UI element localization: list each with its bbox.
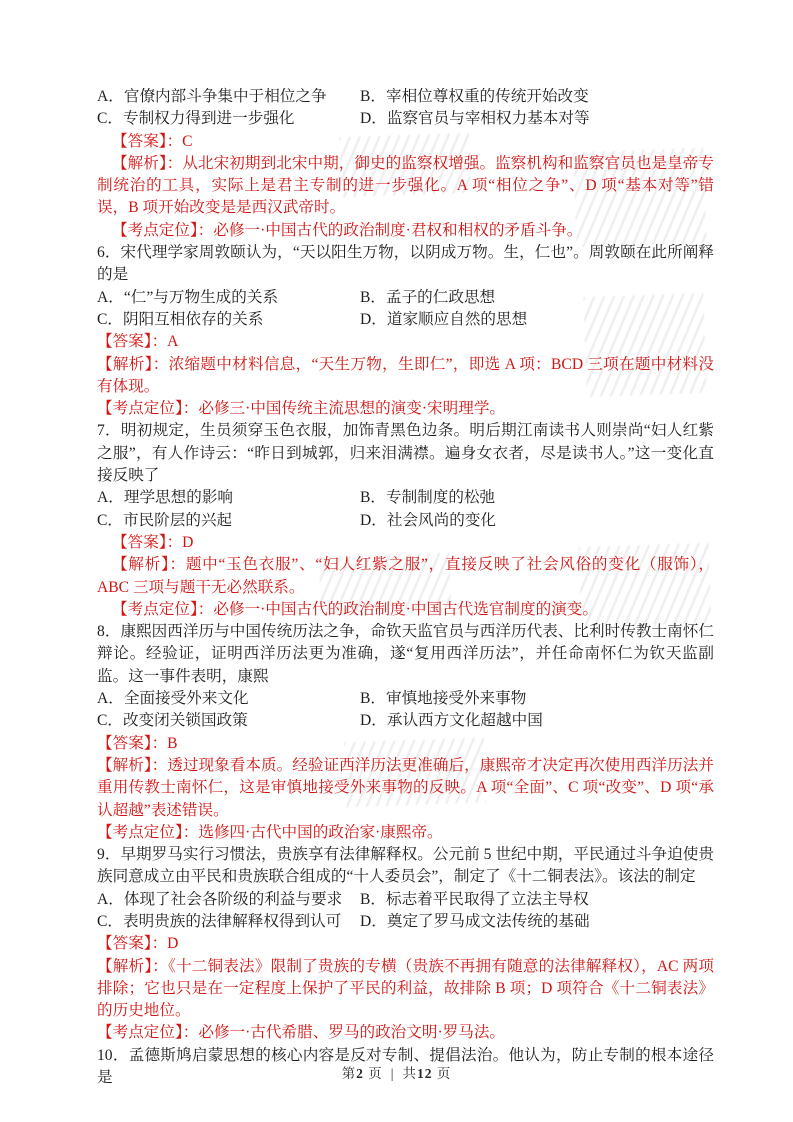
kaodian-line bbox=[97, 220, 714, 242]
footer-page-unit: 页 bbox=[363, 1066, 383, 1081]
page-footer bbox=[0, 1062, 793, 1082]
footer-separator: | bbox=[390, 1066, 395, 1081]
answer-line bbox=[97, 131, 714, 153]
answer-line bbox=[97, 933, 714, 955]
footer-page-number: 2 bbox=[356, 1066, 364, 1081]
question-block bbox=[97, 844, 714, 1045]
answer-label: 【答案】： bbox=[97, 333, 168, 351]
analysis-text: 题中“玉色衣服”、“妇人红紫之服”，直接反映了社会风俗的变化（服饰），ABC 三项与题干无必然联系。 bbox=[97, 556, 714, 596]
options-grid bbox=[97, 86, 714, 131]
option-b: B．审慎地接受外来事物 bbox=[360, 690, 527, 708]
question-stem: 10．孟德斯鸠启蒙思想的核心内容是反对专制、提倡法治。他认为，防止专制的根本途径是 bbox=[97, 1046, 714, 1087]
kaodian-label: 【考点定位】： bbox=[112, 600, 214, 618]
analysis-label: 【解析】： bbox=[97, 957, 169, 975]
options-grid bbox=[97, 889, 714, 934]
option-c: C．阴阳互相依存的关系 bbox=[97, 310, 264, 328]
option-d: D．监察官员与宰相权力基本对等 bbox=[360, 110, 590, 128]
option-b: B．孟子的仁政思想 bbox=[360, 288, 496, 306]
kaodian-text: 选修四·古代中国的政治家·康熙帝。 bbox=[198, 823, 443, 841]
analysis-line bbox=[97, 554, 714, 599]
answer-value: B bbox=[167, 734, 178, 752]
question-block bbox=[97, 420, 714, 621]
option-c: C．表明贵族的法律解释权得到认可 bbox=[97, 912, 342, 930]
question-block bbox=[97, 242, 714, 420]
option-c: C．市民阶层的兴起 bbox=[97, 511, 233, 529]
option-a: A．全面接受外来文化 bbox=[97, 690, 249, 708]
option-c: C．专制权力得到进一步强化 bbox=[97, 110, 295, 128]
kaodian-text: 必修一·中国古代的政治制度·君权和相权的矛盾斗争。 bbox=[213, 221, 583, 239]
answer-label: 【答案】： bbox=[97, 734, 168, 752]
answer-line bbox=[97, 331, 714, 353]
option-a: A．体现了社会各阶级的利益与要求 bbox=[97, 890, 343, 908]
option-b: B．标志着平民取得了立法主导权 bbox=[360, 890, 589, 908]
question-block bbox=[97, 621, 714, 844]
analysis-text: 透过现象看本质。经验证西洋历法更准确后，康熙帝才决定再次使用西洋历法并重用传教士南怀仁，这是审慎地接受外来事物的反映。A 项“全面”、C 项“改变”、D 项“承认超越”表述错误。 bbox=[97, 756, 714, 819]
kaodian-label: 【考点定位】： bbox=[97, 823, 199, 841]
options-grid bbox=[97, 287, 714, 332]
analysis-line bbox=[97, 153, 714, 220]
footer-total-prefix: 共 bbox=[402, 1066, 417, 1081]
analysis-text: 《十二铜表法》限制了贵族的专横（贵族不再拥有随意的法律解释权），AC 两项排除；它也只是在一定程度上保护了平民的利益，故排除 B 项；D 项符合《十二铜表法》的历史地位。 bbox=[97, 957, 714, 1020]
question-stem: 9．早期罗马实行习惯法，贵族享有法律解释权。公元前 5 世纪中期，平民通过斗争迫使贵族同意成立由平民和贵族联合组成的“十人委员会”，制定了《十二铜表法》。该法的制定 bbox=[97, 846, 714, 886]
answer-line bbox=[97, 733, 714, 755]
analysis-line bbox=[97, 956, 714, 1023]
analysis-label: 【解析】： bbox=[112, 556, 186, 574]
option-d: D．奠定了罗马成文法传统的基础 bbox=[360, 912, 590, 930]
option-c: C．改变闭关锁国政策 bbox=[97, 712, 248, 730]
analysis-label: 【解析】： bbox=[97, 355, 169, 373]
kaodian-label: 【考点定位】： bbox=[97, 400, 199, 418]
analysis-text: 浓缩题中材料信息，“天生万物，生即仁”，即选 A 项：BCD 三项在题中材料没有体现。 bbox=[97, 355, 714, 395]
analysis-line bbox=[97, 354, 714, 399]
analysis-label: 【解析】： bbox=[97, 756, 168, 774]
option-b: B．专制制度的松弛 bbox=[360, 489, 496, 507]
option-b: B．宰相位尊权重的传统开始改变 bbox=[360, 88, 589, 105]
kaodian-text: 必修一·中国古代的政治制度·中国古代选官制度的演变。 bbox=[213, 600, 598, 618]
options-grid bbox=[97, 487, 714, 532]
kaodian-label: 【考点定位】： bbox=[112, 221, 214, 239]
option-a: A．“仁”与万物生成的关系 bbox=[97, 288, 279, 306]
kaodian-line bbox=[97, 599, 714, 621]
footer-total-number: 12 bbox=[416, 1066, 433, 1081]
answer-value: D bbox=[167, 935, 179, 953]
option-d: D．承认西方文化超越中国 bbox=[360, 712, 543, 730]
kaodian-line bbox=[97, 1022, 714, 1044]
question-stem: 7．明初规定，生员须穿玉色衣服，加饰青黑色边条。明后期江南读书人则崇尚“妇人红紫之服”，有人作诗云：“昨日到城郭，归来泪满襟。遍身女衣者，尽是读书人。”这一变化直接反映了 bbox=[97, 422, 714, 485]
answer-label: 【答案】： bbox=[112, 533, 183, 551]
kaodian-text: 必修三·中国传统主流思想的演变·宋明理学。 bbox=[198, 400, 506, 418]
analysis-text: 从北宋初期到北宋中期，御史的监察权增强。监察机构和监察官员也是皇帝专制统治的工具，实际上是君主专制的进一步强化。A 项“相位之争”、D 项“基本对等”错误，B 项开始改变是是西汉武帝时。 bbox=[97, 154, 714, 217]
answer-line bbox=[97, 532, 714, 554]
kaodian-label: 【考点定位】： bbox=[97, 1024, 199, 1042]
footer-total-unit: 页 bbox=[432, 1066, 452, 1081]
options-grid bbox=[97, 688, 714, 733]
answer-value: C bbox=[182, 132, 193, 150]
option-a: A．官僚内部斗争集中于相位之争 bbox=[97, 88, 327, 105]
kaodian-text: 必修一·古代希腊、罗马的政治文明·罗马法。 bbox=[198, 1024, 506, 1042]
question-stem: 6．宋代理学家周敦颐认为，“天以阳生万物，以阴成万物。生，仁也”。周敦颐在此所阐释的是 bbox=[97, 244, 714, 284]
questions-container bbox=[97, 86, 714, 1089]
analysis-label: 【解析】： bbox=[112, 154, 183, 172]
question-block bbox=[97, 86, 714, 242]
analysis-line bbox=[97, 755, 714, 822]
answer-label: 【答案】： bbox=[112, 132, 183, 150]
option-a: A．理学思想的影响 bbox=[97, 489, 234, 507]
option-d: D．社会风尚的变化 bbox=[360, 511, 497, 529]
kaodian-line bbox=[97, 822, 714, 844]
kaodian-line bbox=[97, 398, 714, 420]
question-stem: 8．康熙因西洋历与中国传统历法之争，命钦天监官员与西洋历代表、比利时传教士南怀仁辩论。经验证，证明西洋历法更为准确，遂“复用西洋历法”，并任命南怀仁为钦天监副监。这一事件表明，康熙 bbox=[97, 623, 714, 685]
option-d: D．道家顺应自然的思想 bbox=[360, 310, 528, 328]
answer-value: D bbox=[182, 533, 194, 551]
footer-page-prefix: 第 bbox=[341, 1066, 357, 1081]
answer-value: A bbox=[167, 333, 179, 351]
answer-label: 【答案】： bbox=[97, 935, 168, 953]
